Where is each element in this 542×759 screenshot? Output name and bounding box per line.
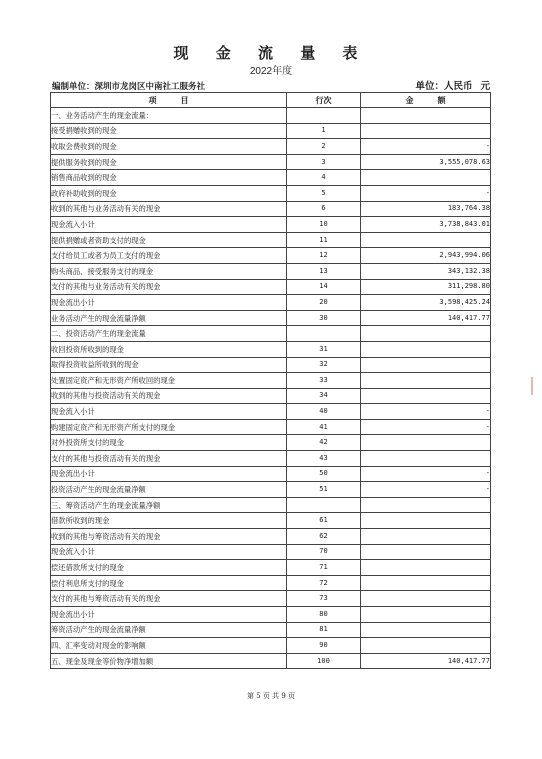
table-row bbox=[51, 435, 491, 451]
row-amount: - bbox=[361, 466, 491, 482]
row-item: 投资活动产生的现金流量净额 bbox=[51, 482, 287, 498]
row-line-no: 90 bbox=[287, 638, 361, 654]
row-line-no: 30 bbox=[287, 310, 361, 326]
table-row bbox=[51, 139, 491, 155]
row-line-no bbox=[287, 326, 361, 342]
row-item: 提供服务收到的现金 bbox=[51, 154, 287, 170]
table-row bbox=[51, 404, 491, 420]
table-row bbox=[51, 388, 491, 404]
report-title: 现 金 流 量 表 bbox=[173, 44, 369, 62]
table-row bbox=[51, 279, 491, 295]
table-row bbox=[51, 201, 491, 217]
row-line-no: 50 bbox=[287, 466, 361, 482]
row-line-no: 100 bbox=[287, 653, 361, 669]
row-amount: 3,738,843.01 bbox=[361, 217, 491, 233]
row-line-no: 2 bbox=[287, 139, 361, 155]
row-line-no: 10 bbox=[287, 217, 361, 233]
row-amount bbox=[361, 123, 491, 139]
row-item: 收取会费收到的现金 bbox=[51, 139, 287, 155]
row-line-no: 51 bbox=[287, 482, 361, 498]
row-item: 现金流出小计 bbox=[51, 295, 287, 311]
row-amount bbox=[361, 170, 491, 186]
row-line-no: 42 bbox=[287, 435, 361, 451]
row-line-no: 34 bbox=[287, 388, 361, 404]
row-amount: - bbox=[361, 482, 491, 498]
row-item: 三、筹资活动产生的现金流量净额 bbox=[51, 497, 287, 513]
row-item: 偿付利息所支付的现金 bbox=[51, 575, 287, 591]
table-row bbox=[51, 466, 491, 482]
row-item: 现金流出小计 bbox=[51, 466, 287, 482]
row-item: 接受捐赠收到的现金 bbox=[51, 123, 287, 139]
row-item: 偿还借款所支付的现金 bbox=[51, 560, 287, 576]
row-amount: - bbox=[361, 185, 491, 201]
row-amount: 3,598,425.24 bbox=[361, 295, 491, 311]
table-row bbox=[51, 341, 491, 357]
table-row bbox=[51, 357, 491, 373]
row-amount: 2,943,994.06 bbox=[361, 248, 491, 264]
table-row bbox=[51, 170, 491, 186]
table-row bbox=[51, 560, 491, 576]
row-item: 支付的其他与筹资活动有关的现金 bbox=[51, 591, 287, 607]
report-year: 2022年度 bbox=[249, 66, 293, 77]
table-row bbox=[51, 373, 491, 389]
row-amount bbox=[361, 591, 491, 607]
row-amount bbox=[361, 607, 491, 623]
row-item: 四、汇率变动对现金的影响额 bbox=[51, 638, 287, 654]
table-row bbox=[51, 419, 491, 435]
row-line-no bbox=[287, 108, 361, 124]
row-amount bbox=[361, 622, 491, 638]
row-item: 取得投资收益所收到的现金 bbox=[51, 357, 287, 373]
row-item: 支付的其他与业务活动有关的现金 bbox=[51, 279, 287, 295]
table-row bbox=[51, 638, 491, 654]
table-row bbox=[51, 513, 491, 529]
row-line-no: 20 bbox=[287, 295, 361, 311]
table-body bbox=[51, 108, 491, 669]
row-item: 收到的其他与筹资活动有关的现金 bbox=[51, 529, 287, 545]
row-item: 对外投资所支付的现金 bbox=[51, 435, 287, 451]
row-item: 购建固定资产和无形资产所支付的现金 bbox=[51, 419, 287, 435]
table-row bbox=[51, 544, 491, 560]
table-row bbox=[51, 451, 491, 467]
table-row bbox=[51, 575, 491, 591]
table-row bbox=[51, 497, 491, 513]
row-amount: - bbox=[361, 404, 491, 420]
row-line-no: 4 bbox=[287, 170, 361, 186]
row-amount bbox=[361, 544, 491, 560]
page-footer: 第 5 页 共 9 页 bbox=[246, 692, 296, 700]
row-line-no: 5 bbox=[287, 185, 361, 201]
row-item: 处置固定资产和无形资产所收回的现金 bbox=[51, 373, 287, 389]
row-amount bbox=[361, 388, 491, 404]
row-amount bbox=[361, 108, 491, 124]
header-amount: 金 额 bbox=[361, 93, 491, 108]
table-row bbox=[51, 607, 491, 623]
row-line-no: 32 bbox=[287, 357, 361, 373]
red-mark bbox=[531, 377, 533, 395]
row-amount bbox=[361, 341, 491, 357]
table-row bbox=[51, 295, 491, 311]
table-row bbox=[51, 482, 491, 498]
row-line-no: 14 bbox=[287, 279, 361, 295]
row-item: 收到的其他与业务活动有关的现金 bbox=[51, 201, 287, 217]
table-row bbox=[51, 185, 491, 201]
row-line-no: 62 bbox=[287, 529, 361, 545]
row-amount bbox=[361, 357, 491, 373]
header-line-no: 行次 bbox=[287, 93, 361, 108]
row-amount bbox=[361, 451, 491, 467]
row-item: 筹资活动产生的现金流量净额 bbox=[51, 622, 287, 638]
row-amount bbox=[361, 435, 491, 451]
row-item: 支付给员工或者为员工支付的现金 bbox=[51, 248, 287, 264]
row-line-no: 1 bbox=[287, 123, 361, 139]
row-line-no bbox=[287, 497, 361, 513]
row-item: 收到的其他与投资活动有关的现金 bbox=[51, 388, 287, 404]
header-item: 项 目 bbox=[51, 93, 287, 108]
row-amount bbox=[361, 326, 491, 342]
row-item: 支付的其他与投资活动有关的现金 bbox=[51, 451, 287, 467]
row-amount: 140,417.77 bbox=[361, 653, 491, 669]
unit-label: 单位：人民币 bbox=[415, 81, 473, 92]
row-item: 现金流入小计 bbox=[51, 217, 287, 233]
row-item: 销售商品收到的现金 bbox=[51, 170, 287, 186]
row-line-no: 80 bbox=[287, 607, 361, 623]
row-line-no: 33 bbox=[287, 373, 361, 389]
row-amount: 140,417.77 bbox=[361, 310, 491, 326]
row-amount: 311,298.80 bbox=[361, 279, 491, 295]
row-line-no: 71 bbox=[287, 560, 361, 576]
table-row bbox=[51, 622, 491, 638]
table-row bbox=[51, 263, 491, 279]
row-item: 五、现金及现金等价物净增加额 bbox=[51, 653, 287, 669]
row-line-no: 81 bbox=[287, 622, 361, 638]
table-row bbox=[51, 248, 491, 264]
row-line-no: 13 bbox=[287, 263, 361, 279]
row-amount: 3,555,078.63 bbox=[361, 154, 491, 170]
row-amount: - bbox=[361, 139, 491, 155]
row-item: 业务活动产生的现金流量净额 bbox=[51, 310, 287, 326]
row-line-no: 12 bbox=[287, 248, 361, 264]
row-amount: 183,764.38 bbox=[361, 201, 491, 217]
row-amount bbox=[361, 373, 491, 389]
table-row bbox=[51, 123, 491, 139]
preparing-unit: 编制单位：深圳市龙岗区中南社工服务社 bbox=[52, 82, 206, 92]
table-row bbox=[51, 326, 491, 342]
table-row bbox=[51, 310, 491, 326]
table-row bbox=[51, 232, 491, 248]
row-item: 购头商品、接受服务支付的现金 bbox=[51, 263, 287, 279]
row-amount bbox=[361, 232, 491, 248]
table-row bbox=[51, 154, 491, 170]
row-amount bbox=[361, 638, 491, 654]
row-line-no: 41 bbox=[287, 419, 361, 435]
row-amount bbox=[361, 513, 491, 529]
table-row bbox=[51, 653, 491, 669]
row-item: 收回投资所收到的现金 bbox=[51, 341, 287, 357]
row-line-no: 72 bbox=[287, 575, 361, 591]
row-line-no: 61 bbox=[287, 513, 361, 529]
row-item: 二、投资活动产生的现金流量 bbox=[51, 326, 287, 342]
row-line-no: 43 bbox=[287, 451, 361, 467]
row-amount bbox=[361, 497, 491, 513]
row-item: 现金流入小计 bbox=[51, 544, 287, 560]
row-line-no: 3 bbox=[287, 154, 361, 170]
table-row bbox=[51, 591, 491, 607]
row-amount bbox=[361, 575, 491, 591]
table-row bbox=[51, 529, 491, 545]
row-line-no: 31 bbox=[287, 341, 361, 357]
table-header-row bbox=[51, 93, 491, 108]
cash-flow-table bbox=[50, 92, 491, 669]
row-amount: - bbox=[361, 419, 491, 435]
unit-value: 元 bbox=[480, 81, 490, 92]
row-item: 现金流出小计 bbox=[51, 607, 287, 623]
row-line-no: 6 bbox=[287, 201, 361, 217]
row-amount: 343,132.38 bbox=[361, 263, 491, 279]
currency-unit bbox=[415, 78, 490, 92]
row-item: 政府补助收到的现金 bbox=[51, 185, 287, 201]
row-item: 一、业务活动产生的现金流量： bbox=[51, 108, 287, 124]
row-line-no: 40 bbox=[287, 404, 361, 420]
row-line-no: 11 bbox=[287, 232, 361, 248]
row-line-no: 73 bbox=[287, 591, 361, 607]
row-amount bbox=[361, 529, 491, 545]
table-row bbox=[51, 217, 491, 233]
row-amount bbox=[361, 560, 491, 576]
row-item: 借款所收到的现金 bbox=[51, 513, 287, 529]
row-item: 现金流入小计 bbox=[51, 404, 287, 420]
row-line-no: 70 bbox=[287, 544, 361, 560]
row-item: 提供捐赠或者资助支付的现金 bbox=[51, 232, 287, 248]
table-row bbox=[51, 108, 491, 124]
